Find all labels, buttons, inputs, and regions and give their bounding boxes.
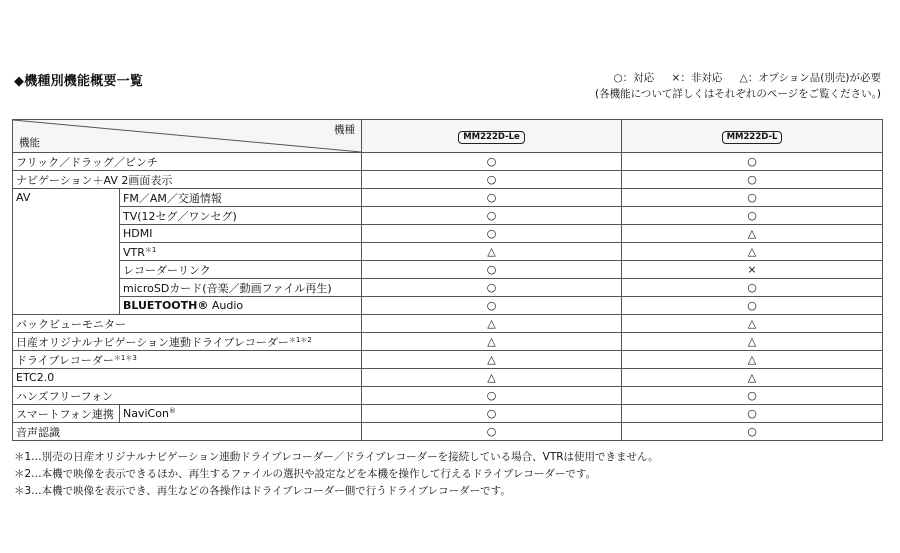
legend-optional: △：オプション品(別売)が必要 [739,72,881,84]
subfeature-cell: レコーダーリンク [120,261,362,279]
footnote-ref: ＊1＊2 [288,335,312,344]
le-support-cell: ○ [362,153,622,171]
legend-supported: ○：対応 [613,72,655,84]
feature-cell: 音声認識 [13,423,362,441]
table-header-row [13,120,883,153]
model-axis-label: 機種 [334,124,355,136]
table-row [13,333,883,351]
le-support-cell: ○ [362,387,622,405]
diagonal-line [13,120,361,152]
subfeature-cell: FM／AM／交通情報 [120,189,362,207]
footnote-3: ＊3…本機で映像を表示でき、再生などの各操作はドライブレコーダー側で行うドライブレコーダーです。 [14,485,511,497]
le-support-cell: ○ [362,279,622,297]
l-support-cell: △ [622,315,883,333]
l-support-cell: × [622,261,883,279]
subfeature-label: VTR [123,245,145,259]
model-header-l [622,120,883,153]
l-support-cell: ○ [622,171,883,189]
feature-cell [13,333,362,351]
le-support-cell: △ [362,333,622,351]
feature-cell: フリック／ドラッグ／ピンチ [13,153,362,171]
subfeature-cell: HDMI [120,225,362,243]
page-title: ◆機種別機能概要一覧 [14,74,143,89]
table-row [13,189,883,207]
table-row [13,369,883,387]
model-badge-le: MM222D-Le [458,131,525,144]
le-support-cell: ○ [362,207,622,225]
table-row [13,153,883,171]
legend [595,70,881,102]
footnote-1: ＊1…別売の日産オリジナルナビゲーション連動ドライブレコーダー／ドライブレコーダーを接続している場合、VTRは使用できません。 [14,451,659,463]
registered-mark: ® [168,407,176,415]
subfeature-label: Audio [208,299,244,312]
le-support-cell: △ [362,243,622,261]
l-support-cell: ○ [622,297,883,315]
l-support-cell: ○ [622,279,883,297]
feature-label: ドライブレコーダー [16,353,114,367]
table-row [13,279,883,297]
legend-unsupported: ×：非対応 [671,72,723,84]
subfeature-cell: microSDカード(音楽／動画ファイル再生) [120,279,362,297]
table-row [13,351,883,369]
table-row [13,423,883,441]
model-badge-l: MM222D-L [722,131,783,144]
le-support-cell: △ [362,315,622,333]
l-support-cell: ○ [622,189,883,207]
table-row [13,405,883,423]
subfeature-cell [120,297,362,315]
l-support-cell: △ [622,225,883,243]
le-support-cell: ○ [362,261,622,279]
le-support-cell: ○ [362,405,622,423]
legend-note: (各機能について詳しくはそれぞれのページをご覧ください。) [594,88,881,100]
table-row [13,243,883,261]
l-support-cell: △ [622,369,883,387]
footnote-ref: ＊1＊3 [113,353,137,362]
le-support-cell: ○ [362,171,622,189]
subfeature-label: NaviCon [123,407,169,420]
l-support-cell: △ [622,333,883,351]
le-support-cell: △ [362,351,622,369]
subfeature-cell [120,243,362,261]
footnote-ref: ＊1 [144,245,157,254]
table-row [13,171,883,189]
l-support-cell: ○ [622,387,883,405]
feature-cell-av: AV [13,189,120,315]
l-support-cell: △ [622,243,883,261]
table-row [13,207,883,225]
le-support-cell: ○ [362,297,622,315]
feature-cell: スマートフォン連携 [13,405,120,423]
footnotes [14,449,659,500]
table-row [13,315,883,333]
le-support-cell: ○ [362,189,622,207]
footnote-2: ＊2…本機で映像を表示できるほか、再生するファイルの選択や設定などを本機を操作して行えるドライブレコーダーです。 [14,468,597,480]
le-support-cell: ○ [362,225,622,243]
feature-cell [13,351,362,369]
feature-cell: ハンズフリーフォン [13,387,362,405]
l-support-cell: ○ [622,153,883,171]
table-row [13,225,883,243]
function-axis-label: 機能 [19,137,40,149]
feature-cell: ETC2.0 [13,369,362,387]
l-support-cell: ○ [622,423,883,441]
le-support-cell: ○ [362,423,622,441]
feature-cell: ナビゲーション＋AV 2画面表示 [13,171,362,189]
table-row [13,387,883,405]
subfeature-cell [120,405,362,423]
feature-table [12,119,883,441]
le-support-cell: △ [362,369,622,387]
model-header-le [362,120,622,153]
feature-cell: バックビューモニター [13,315,362,333]
l-support-cell: ○ [622,207,883,225]
table-row [13,297,883,315]
header-corner-cell [13,120,362,153]
bluetooth-brand: BLUETOOTH® [123,299,209,312]
feature-label: 日産オリジナルナビゲーション連動ドライブレコーダー [16,335,289,349]
table-row [13,261,883,279]
l-support-cell: △ [622,351,883,369]
subfeature-cell: TV(12セグ／ワンセグ) [120,207,362,225]
l-support-cell: ○ [622,405,883,423]
